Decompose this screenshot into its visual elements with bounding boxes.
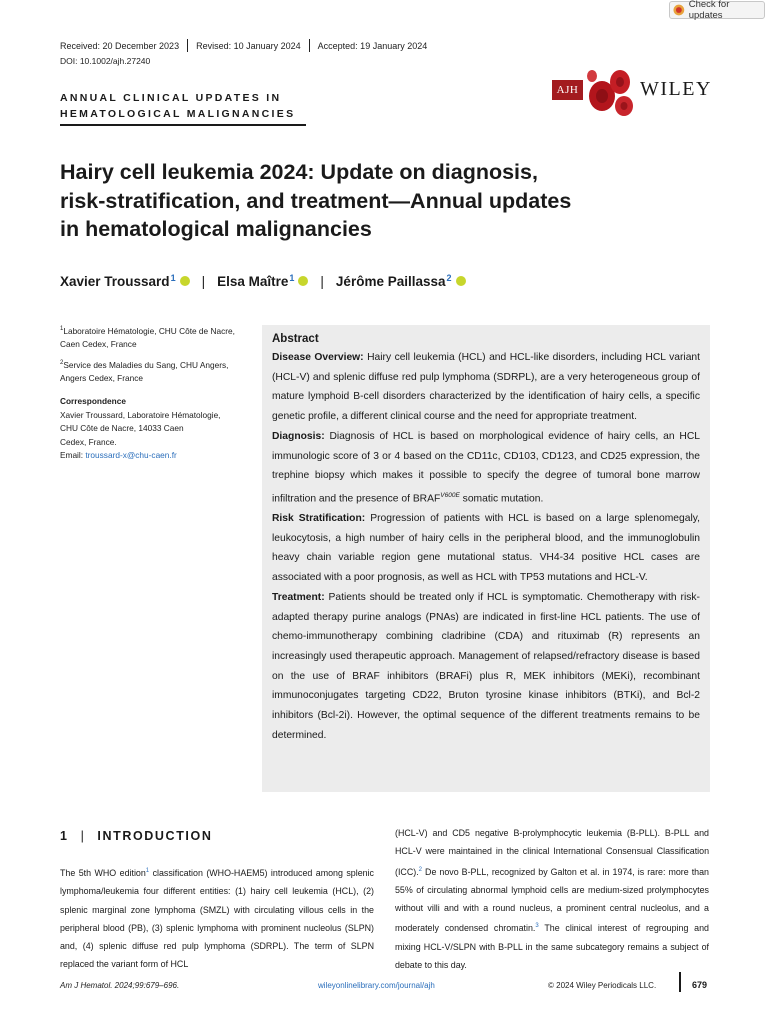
received-date: Received: 20 December 2023 (60, 40, 180, 51)
title-line-2: risk-stratification, and treatment—Annual updates (60, 188, 572, 213)
section-number: 1 (60, 829, 69, 843)
title-line-1: Hairy cell leukemia 2024: Update on diagnosis, (60, 160, 538, 184)
article-title (60, 158, 620, 244)
author-name[interactable]: Elsa Maître (217, 274, 289, 289)
journal-citation: Am J Hematol. 2024;99:679–696. (60, 981, 180, 990)
doi[interactable]: DOI: 10.1002/ajh.27240 (60, 56, 151, 66)
correspondence-line: CHU Côte de Nacre, 14033 Caen (60, 423, 184, 433)
crossmark-icon (673, 4, 685, 16)
body-text-right: (HCL-V) and CD5 negative B-prolymphocytic leukemia (B-PLL). B-PLL and HCL-V were maintained in the clinical International Consensual Classification (ICC).$^2$ De novo B-PLL, recognized by Galton et al. in 1974, is rare: more than 55% of circulating abnormal lymphoid cells are medium-sized prolymphocytes without villi and with a round nucleus, a prominent central nucleolus, and a moderately condensed chromatin.$^3$ The clinical interest of regrouping and mixing HCL-V/SLPN with B-PLL in the same subcategory remains a subject of debate to this day. (395, 828, 709, 971)
abstract-overview: Disease Overview: Hairy cell leukemia (HCL) and HCL-like disorders, including HCL variant (HCL-V) and splenic diffuse red pulp lymphoma (SDRPL), are a very heterogeneous group of mature lymphoid B-cell disorders characterized by the identification of hairy cells, a specific genetic profile, a different clinical course and the need for appropriate treatment. (272, 352, 701, 423)
correspondence-line: Cedex, France. (60, 436, 117, 447)
citation-ref[interactable]: 3 (535, 923, 539, 930)
orcid-icon[interactable] (180, 276, 190, 286)
section-heading (60, 829, 212, 843)
section-separator: | (80, 829, 86, 843)
affiliation-2: $^2$Service des Maladies du Sang, CHU Angers, Angers Cedex, France (60, 359, 229, 384)
journal-url-link[interactable]: wileyonlinelibrary.com/journal/ajh (318, 981, 435, 990)
abstract-diagnosis: Diagnosis: Diagnosis of HCL is based on morphological evidence of hairy cells, an HCL immunologic score of 3 or 4 based on the CD11c, CD103, CD123, and CD25 expression, the trephine biopsy which makes it possible to specify the degree of tumoral bone marrow infiltration and the presence of $BRAF^{V600E}$ somatic mutation. (272, 430, 700, 505)
author-name[interactable]: Xavier Troussard (60, 274, 170, 289)
article-category (60, 90, 295, 122)
orcid-icon[interactable] (298, 276, 308, 286)
footer-divider (679, 972, 681, 992)
blood-cells-logo-icon (582, 66, 638, 118)
check-for-updates-label: Check for updates (688, 0, 730, 21)
email-link[interactable]: troussard-x@chu-caen.fr (85, 450, 177, 460)
correspondence (60, 395, 250, 463)
author-list (60, 274, 466, 289)
category-line-2: HEMATOLOGICAL MALIGNANCIES (60, 108, 296, 120)
body-text-left: The 5th WHO edition$^1$ classification (WHO-HAEM5) introduced among splenic lymphoma/leukemia four different entities: (1) hairy cell leukemia (HCL), (2) splenic marginal zone lymphoma (SMZL) with circulating villous cells in the peripheral blood (PB), (3) splenic lymphoma with prominent nucleolus (SLPN) and, (4) splenic diffuse red pulp lymphoma (SDRPL). The term of SLPN replaced the variant form of HCL (60, 867, 374, 970)
author-affiliation-ref[interactable]: 1 (289, 272, 295, 283)
revised-date: Revised: 10 January 2024 (196, 40, 301, 51)
affiliations (60, 323, 240, 391)
author-separator: | (320, 274, 324, 289)
citation-ref[interactable]: 1 (145, 868, 150, 874)
category-line-1: ANNUAL CLINICAL UPDATES IN (60, 92, 282, 104)
citation-ref[interactable]: 2 (418, 866, 423, 873)
author-separator: | (201, 274, 206, 289)
abstract-heading: Abstract (272, 333, 319, 345)
check-for-updates-button[interactable] (669, 1, 765, 19)
correspondence-line: Xavier Troussard, Laboratoire Hématologie, (60, 409, 221, 420)
author-affiliation-ref[interactable]: 1 (170, 272, 176, 283)
affiliation-1: $^1$Laboratoire Hématologie, CHU Côte de Nacre, Caen Cedex, France (60, 325, 235, 350)
abstract-treatment: Treatment: Patients should be treated only if HCL is symptomatic. Chemotherapy with risk-adapted therapy purine analogs (PNAs) are indicated in first-line HCL patients. The use of chemo-immunotherapy combining cladribine (CDA) and rituximab (R) represents an increasingly used therapeutic approach. Management of relapsed/refractory disease is based on the use of BRAF inhibitors (BRAFi) plus R, MEK inhibitors (MEKi), recombinant immunoconjugates targeting CD22, Bruton tyrosine kinase inhibitors (BTKi), and Bcl-2 inhibitors (Bcl-2i). However, the optimal sequence of the different treatments remains to be determined. (272, 591, 700, 741)
divider (309, 39, 310, 52)
section-title: INTRODUCTION (97, 829, 213, 843)
divider (187, 39, 188, 52)
article-dates (60, 39, 427, 52)
correspondence-email-row (60, 449, 250, 463)
title-line-3: in hematological malignancies (60, 217, 372, 241)
orcid-icon[interactable] (456, 276, 466, 286)
wiley-logo: WILEY (640, 78, 712, 100)
abstract-box (262, 325, 710, 792)
copyright: © 2024 Wiley Periodicals LLC. (548, 981, 657, 990)
abstract-risk: Risk Stratification: Progression of patients with HCL is based on a large splenomegaly, leukocytosis, a high number of hairy cells in the peripheral blood, and the immunoglobulin heavy chain variable region gene mutational status. VH4-34 positive HCL cases are associated with a poor prognosis, as well as HCL with TP53 mutations and HCL-V. (272, 513, 700, 584)
author-name[interactable]: Jérôme Paillassa (335, 274, 446, 289)
category-underline (60, 124, 306, 126)
correspondence-heading: Correspondence (60, 396, 126, 406)
author-affiliation-ref[interactable]: 2 (446, 272, 452, 283)
email-label: Email: (60, 450, 86, 460)
accepted-date: Accepted: 19 January 2024 (317, 40, 428, 51)
page-number: 679 (692, 980, 708, 990)
ajh-logo: AJH (552, 80, 583, 100)
